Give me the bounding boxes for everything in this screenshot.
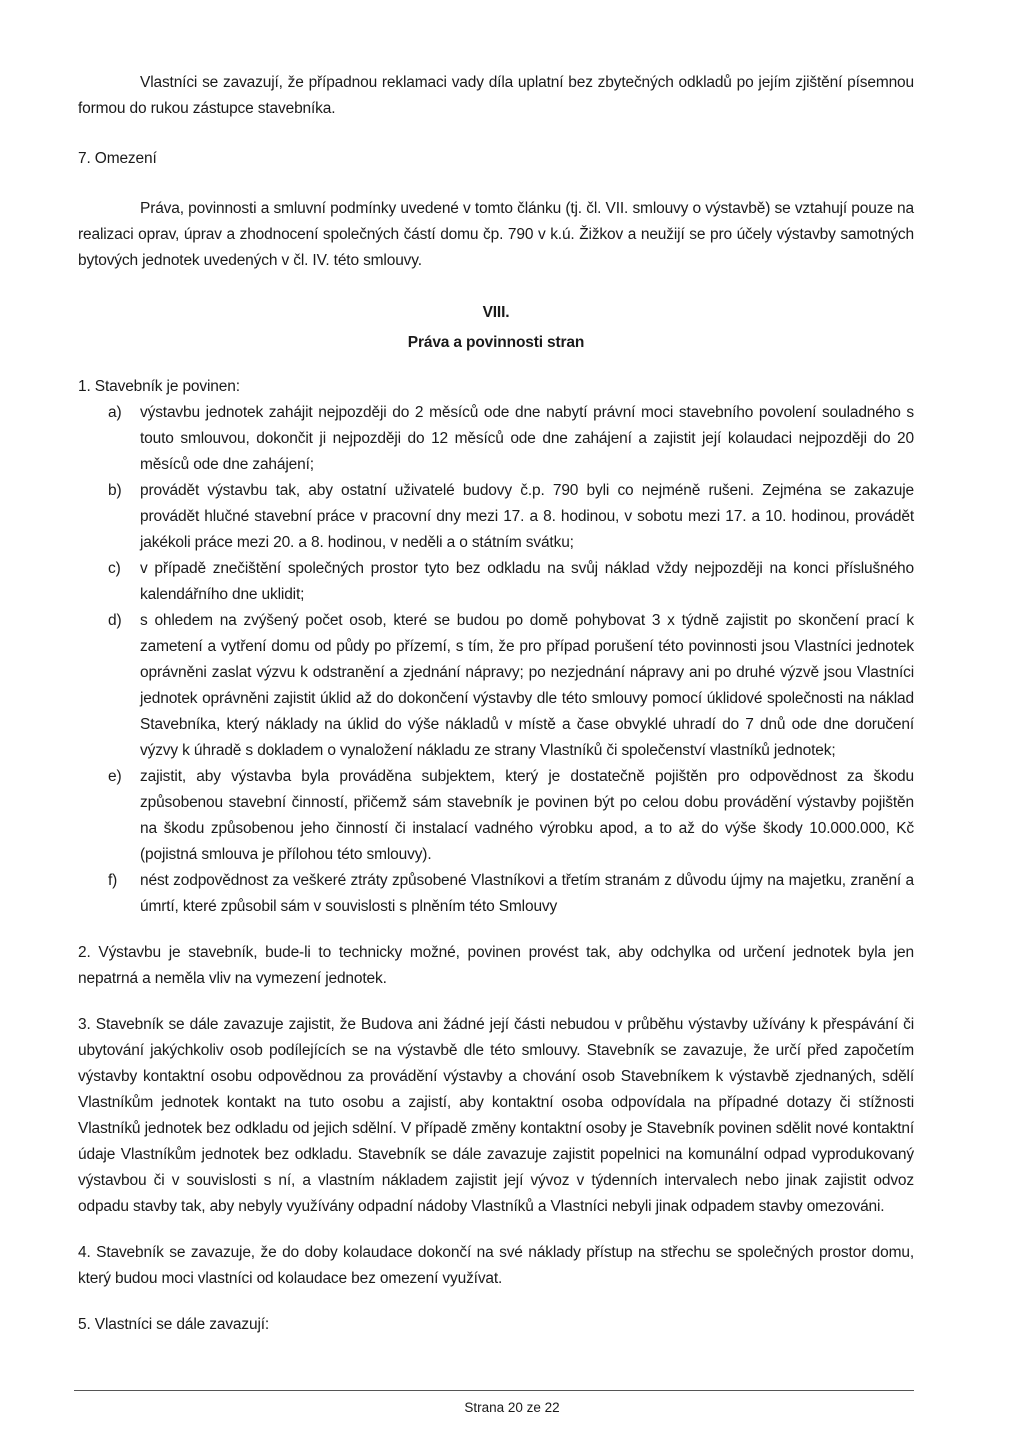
list-marker: f)	[108, 872, 118, 889]
point-1-lead: 1. Stavebník je povinen:	[78, 378, 240, 395]
list-item-text: nést zodpovědnost za veškeré ztráty způsobené Vlastníkovi a třetím stranám z důvodu újmy na majetku, zranění a úmrtí, které způsobil sám v souvislosti s plněním této Smlouvy	[140, 872, 914, 915]
list-marker: c)	[108, 560, 121, 577]
list-item-text: zajistit, aby výstavba byla prováděna subjektem, který je dostatečně pojištěn pro odpovědnost za škodu způsobenou stavební činností, přičemž sám stavebník je povinen být po celou dobu provádění výstavby pojištěn na škodu způsobenou jeho činností či instalací vadného výrobku apod, a to až do výše škody 10.000.000, Kč (pojistná smlouva je přílohou této smlouvy).	[140, 768, 914, 863]
list-item-b	[78, 478, 914, 556]
point-3: 3. Stavebník se dále zavazuje zajistit, že Budova ani žádné její části nebudou v průběhu výstavby užívány k přespávání či ubytování jakýchkoliv osob podílejících se na výstavbě dle této smlouvy. Stavebník se zavazuje, že určí před započetím výstavby kontaktní osobu odpovědnou za provádění výstavby a chování osob Stavebníkem k výstavbě zjednaných, sdělí Vlastníkům jednotek kontakt na tuto osobu a zajistí, aby kontaktní osoba odpovídala na případné dotazy či stížnosti Vlastníků jednotek bez odkladu od jejich sdělní. V případě změny kontaktní osoby je Stavebník povinen sdělit nové kontaktní údaje Vlastníkům jednotek bez odkladu. Stavebník se dále zavazuje zajistit popelnici na komunální odpad vyprodukovaný výstavbou či v souvislosti s ní, a vlastním nákladem zajistit její vývoz v týdenních intervalech nebo jinak zajistit odvoz odpadu stavby tak, aby nebyly využívány odpadní nádoby Vlastníků a Vlastníci nebyli jinak odpadem stavby omezováni.	[78, 1016, 914, 1215]
obligations-list	[78, 400, 914, 920]
article-title: Práva a povinnosti stran	[407, 334, 585, 351]
list-item-a	[78, 400, 914, 478]
footer-divider	[74, 1390, 914, 1391]
list-item-text: s ohledem na zvýšený počet osob, které se budou po domě pohybovat 3 x týdně zajistit po skončení prací k zametení a vytření domu od půdy po přízemí, s tím, že pro případ porušení této povinnosti jsou Vlastníci jednotek oprávněni zaslat výzvu k odstranění a zjednání nápravy; po nezjednání nápravy ani po druhé výzvě jsou Vlastníci jednotek oprávněni zajistit úklid až do dokončení výstavby dle této smlouvy pomocí úklidové společnosti na náklad Stavebníka, který náklady na úklid do výše nákladů v místě a čase obvyklé uhradí do 7 dnů ode dne doručení výzvy k úhradě s dokladem o vynaložení nákladu ze strany Vlastníků či společenství vlastníků jednotek;	[140, 612, 914, 759]
section-7-text: Práva, povinnosti a smluvní podmínky uvedené v tomto článku (tj. čl. VII. smlouvy o výstavbě) se vztahují pouze na realizaci oprav, úprav a zhodnocení společných částí domu čp. 790 v k.ú. Žižkov a neužijí se pro účely výstavby samotných bytových jednotek uvedených v čl. IV. této smlouvy.	[78, 200, 914, 269]
point-4: 4. Stavebník se zavazuje, že do doby kolaudace dokončí na své náklady přístup na střechu se společných prostor domu, který budou moci vlastníci od kolaudace bez omezení využívat.	[78, 1244, 914, 1287]
article-number: VIII.	[482, 304, 510, 321]
list-item-text: výstavbu jednotek zahájit nejpozději do 2 měsíců ode dne nabytí právní moci stavebního povolení souladného s touto smlouvou, dokončit ji nejpozději do 12 měsíců ode dne zahájení a zajistit její kolaudaci nejpozději do 20 měsíců ode dne zahájení;	[140, 404, 914, 473]
list-item-e	[78, 764, 914, 868]
list-marker: d)	[108, 612, 122, 629]
list-item-text: v případě znečištění společných prostor tyto bez odkladu na svůj náklad vždy nejpozději na konci příslušného kalendářního dne uklidit;	[140, 560, 914, 603]
list-marker: b)	[108, 482, 122, 499]
list-marker: e)	[108, 768, 122, 785]
list-item-d	[78, 608, 914, 764]
list-item-text: provádět výstavbu tak, aby ostatní uživatelé budovy č.p. 790 byli co nejméně rušeni. Zejména se zakazuje provádět hlučné stavební práce v pracovní dny mezi 17. a 8. hodinou, v sobotu mezi 17. a 10. hodinou, provádět jakékoli práce mezi 20. a 8. hodinou, v neděli a o státním svátku;	[140, 482, 914, 551]
page-number: Strana 20 ze 22	[464, 1400, 560, 1415]
list-item-f	[78, 868, 914, 920]
list-marker: a)	[108, 404, 122, 421]
intro-paragraph: Vlastníci se zavazují, že případnou reklamaci vady díla uplatní bez zbytečných odkladů po jejím zjištění písemnou formou do rukou zástupce stavebníka.	[78, 74, 914, 117]
document-page	[78, 70, 914, 1338]
point-5: 5. Vlastníci se dále zavazují:	[78, 1316, 270, 1333]
list-item-c	[78, 556, 914, 608]
section-7-title: 7. Omezení	[78, 150, 157, 167]
point-2: 2. Výstavbu je stavebník, bude-li to technicky možné, povinen provést tak, aby odchylka od určení jednotek byla jen nepatrná a neměla vliv na vymezení jednotek.	[78, 944, 914, 987]
